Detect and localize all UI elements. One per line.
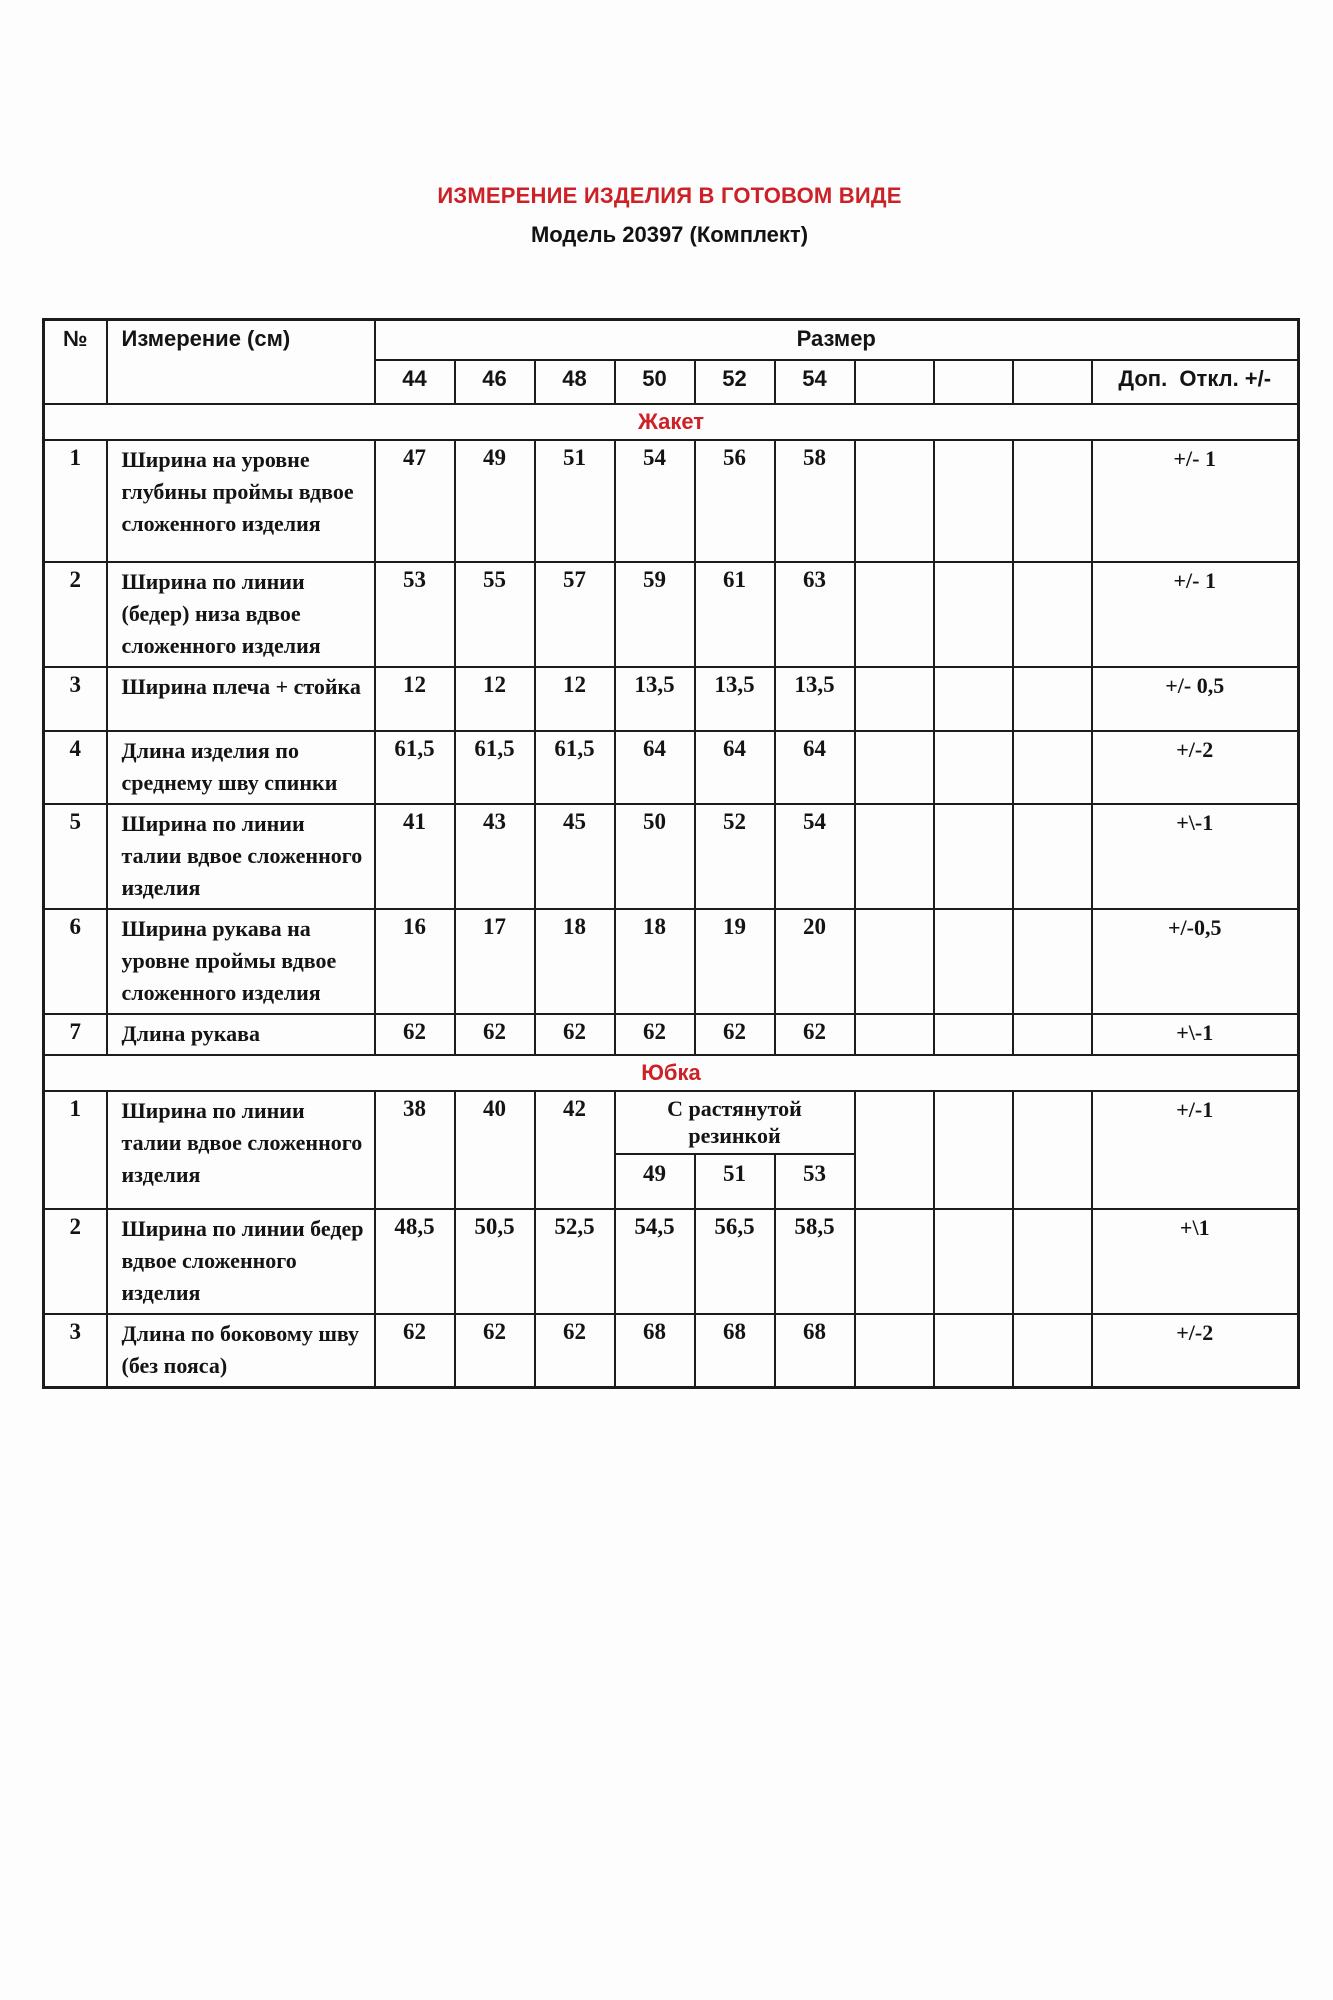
empty-cell <box>1013 1209 1092 1314</box>
col-header-size-group: Размер <box>375 320 1299 360</box>
row-number: 1 <box>44 440 107 562</box>
col-header-size-50: 50 <box>615 360 695 404</box>
table-row <box>44 1014 1299 1055</box>
table-cell-value: 56,5 <box>695 1209 775 1314</box>
table-cell-value: 54 <box>775 804 855 909</box>
empty-cell <box>855 1314 934 1388</box>
col-header-size-54: 54 <box>775 360 855 404</box>
table-cell-value: 18 <box>615 909 695 1014</box>
empty-cell <box>855 909 934 1014</box>
empty-cell <box>855 667 934 731</box>
tolerance-cell: +/-2 <box>1092 1314 1299 1388</box>
tolerance-cell: +/-2 <box>1092 731 1299 804</box>
row-number: 3 <box>44 667 107 731</box>
table-cell-value: 62 <box>535 1014 615 1055</box>
table-row <box>44 1314 1299 1388</box>
tolerance-cell: +\-1 <box>1092 1014 1299 1055</box>
table-cell-value: 62 <box>695 1014 775 1055</box>
table-row <box>44 1209 1299 1314</box>
table-cell-value: 52,5 <box>535 1209 615 1314</box>
empty-cell <box>855 562 934 667</box>
tolerance-cell: +/- 0,5 <box>1092 667 1299 731</box>
table-cell-value: 54 <box>615 440 695 562</box>
col-header-number: № <box>44 320 107 404</box>
table-cell-value: 61,5 <box>455 731 535 804</box>
col-header-tolerance: Доп. Откл. +/- <box>1092 360 1299 404</box>
table-cell-value: 61 <box>695 562 775 667</box>
table-row <box>44 440 1299 562</box>
col-header-size-52: 52 <box>695 360 775 404</box>
col-header-empty-3 <box>1013 360 1092 404</box>
table-cell-value: 13,5 <box>615 667 695 731</box>
table-cell-value: 13,5 <box>775 667 855 731</box>
measurement-name: Ширина по линии бедер вдвое сложенного изделия <box>107 1209 375 1314</box>
row-number: 3 <box>44 1314 107 1388</box>
table-cell-value: 45 <box>535 804 615 909</box>
table-cell-value: 12 <box>535 667 615 731</box>
empty-cell <box>1013 667 1092 731</box>
empty-cell <box>855 440 934 562</box>
table-cell-value: 61,5 <box>375 731 455 804</box>
table-cell-value: 52 <box>695 804 775 909</box>
empty-cell <box>855 1014 934 1055</box>
empty-cell <box>934 731 1013 804</box>
table-cell-value: 53 <box>375 562 455 667</box>
measurement-name: Длина по боковому шву (без пояса) <box>107 1314 375 1388</box>
table-row <box>44 909 1299 1014</box>
table-cell-value: 12 <box>455 667 535 731</box>
section-header-jacket: Жакет <box>44 404 1299 440</box>
table-cell-value: 42 <box>535 1091 615 1209</box>
table-cell-value: 50 <box>615 804 695 909</box>
table-cell-value: 43 <box>455 804 535 909</box>
empty-cell <box>934 1314 1013 1388</box>
empty-cell <box>934 1209 1013 1314</box>
row-number: 1 <box>44 1091 107 1209</box>
table-cell-value: 48,5 <box>375 1209 455 1314</box>
measurement-table <box>42 318 1300 1389</box>
tolerance-cell: +\-1 <box>1092 804 1299 909</box>
table-cell-value: 64 <box>775 731 855 804</box>
tolerance-cell: +/-1 <box>1092 1091 1299 1209</box>
table-cell-value: 57 <box>535 562 615 667</box>
section-row-jacket <box>44 404 1299 440</box>
col-header-size-44: 44 <box>375 360 455 404</box>
table-cell-value: 58,5 <box>775 1209 855 1314</box>
table-cell-value: 49 <box>455 440 535 562</box>
table-cell-value: 62 <box>375 1314 455 1388</box>
table-cell-value: 58 <box>775 440 855 562</box>
table-cell-value: 51 <box>535 440 615 562</box>
row-number: 4 <box>44 731 107 804</box>
tolerance-cell: +/- 1 <box>1092 440 1299 562</box>
table-cell-value: 59 <box>615 562 695 667</box>
empty-cell <box>855 804 934 909</box>
table-row <box>44 804 1299 909</box>
table-row <box>44 1091 1299 1209</box>
table-cell-value: 47 <box>375 440 455 562</box>
section-header-skirt: Юбка <box>44 1055 1299 1091</box>
empty-cell <box>1013 731 1092 804</box>
measurement-name: Ширина на уровне глубины проймы вдвое сложенного изделия <box>107 440 375 562</box>
table-cell-value: 56 <box>695 440 775 562</box>
table-cell-value: 68 <box>775 1314 855 1388</box>
table-cell-value: 41 <box>375 804 455 909</box>
table-cell-value: 51 <box>694 1155 774 1208</box>
measurement-name: Ширина по линии талии вдвое сложенного изделия <box>107 804 375 909</box>
col-header-size-48: 48 <box>535 360 615 404</box>
empty-cell <box>934 1091 1013 1209</box>
row-number: 7 <box>44 1014 107 1055</box>
row-number: 5 <box>44 804 107 909</box>
empty-cell <box>1013 1091 1092 1209</box>
table-cell-value: 68 <box>615 1314 695 1388</box>
row-number: 2 <box>44 562 107 667</box>
empty-cell <box>855 1091 934 1209</box>
empty-cell <box>934 909 1013 1014</box>
empty-cell <box>1013 1014 1092 1055</box>
empty-cell <box>1013 909 1092 1014</box>
col-header-empty-1 <box>855 360 934 404</box>
empty-cell <box>1013 1314 1092 1388</box>
table-cell-value: 13,5 <box>695 667 775 731</box>
section-row-skirt <box>44 1055 1299 1091</box>
empty-cell <box>934 562 1013 667</box>
table-cell-value: 19 <box>695 909 775 1014</box>
empty-cell <box>934 667 1013 731</box>
tolerance-cell: +/- 1 <box>1092 562 1299 667</box>
table-cell-value: 62 <box>775 1014 855 1055</box>
table-cell-value: 40 <box>455 1091 535 1209</box>
col-header-empty-2 <box>934 360 1013 404</box>
table-cell-value: 63 <box>775 562 855 667</box>
table-cell-value: 55 <box>455 562 535 667</box>
table-cell-value: 62 <box>455 1014 535 1055</box>
header-row-1 <box>44 320 1299 360</box>
table-cell-value: 62 <box>455 1314 535 1388</box>
page-subtitle: Модель 20397 (Комплект) <box>530 222 809 247</box>
empty-cell <box>934 440 1013 562</box>
table-cell-value: 50,5 <box>455 1209 535 1314</box>
table-cell-value: 38 <box>375 1091 455 1209</box>
table-cell-value: 62 <box>615 1014 695 1055</box>
tolerance-cell: +/-0,5 <box>1092 909 1299 1014</box>
page-title: ИЗМЕРЕНИЕ ИЗДЕЛИЯ В ГОТОВОМ ВИДЕ <box>437 183 902 208</box>
table-cell-value: 18 <box>535 909 615 1014</box>
empty-cell <box>1013 804 1092 909</box>
measurement-name: Ширина плеча + стойка <box>107 667 375 731</box>
table-cell-value: 54,5 <box>615 1209 695 1314</box>
table-cell-value: 61,5 <box>535 731 615 804</box>
empty-cell <box>934 1014 1013 1055</box>
stretched-elastic-label: С растянутой резинкой <box>616 1092 854 1155</box>
empty-cell <box>1013 440 1092 562</box>
table-cell-value: 53 <box>774 1155 854 1208</box>
table-cell-value: 49 <box>643 1160 666 1186</box>
empty-cell <box>934 804 1013 909</box>
table-cell-value: 68 <box>695 1314 775 1388</box>
measurement-name: Ширина рукава на уровне проймы вдвое сложенного изделия <box>107 909 375 1014</box>
table-cell-value: 17 <box>455 909 535 1014</box>
stretched-elastic-wrap <box>616 1092 854 1208</box>
table-cell-value: 20 <box>775 909 855 1014</box>
table-row <box>44 667 1299 731</box>
empty-cell <box>855 1209 934 1314</box>
row-number: 6 <box>44 909 107 1014</box>
table-cell-value: 64 <box>615 731 695 804</box>
stretched-elastic-values <box>616 1155 854 1208</box>
table-cell-value: 64 <box>695 731 775 804</box>
empty-cell <box>855 731 934 804</box>
tolerance-cell: +\1 <box>1092 1209 1299 1314</box>
col-header-measurement: Измерение (см) <box>107 320 375 404</box>
empty-cell <box>1013 562 1092 667</box>
table-cell-value: 62 <box>375 1014 455 1055</box>
measurement-name: Длина рукава <box>107 1014 375 1055</box>
measurement-name: Ширина по линии (бедер) низа вдвое сложенного изделия <box>107 562 375 667</box>
measurement-name: Длина изделия по среднему шву спинки <box>107 731 375 804</box>
stretched-elastic-cell <box>615 1091 855 1209</box>
row-number: 2 <box>44 1209 107 1314</box>
table-cell-value: 16 <box>375 909 455 1014</box>
table-cell-value: 12 <box>375 667 455 731</box>
measurement-name: Ширина по линии талии вдвое сложенного изделия <box>107 1091 375 1209</box>
table-row <box>44 731 1299 804</box>
table-row <box>44 562 1299 667</box>
table-cell-value: 62 <box>535 1314 615 1388</box>
col-header-size-46: 46 <box>455 360 535 404</box>
